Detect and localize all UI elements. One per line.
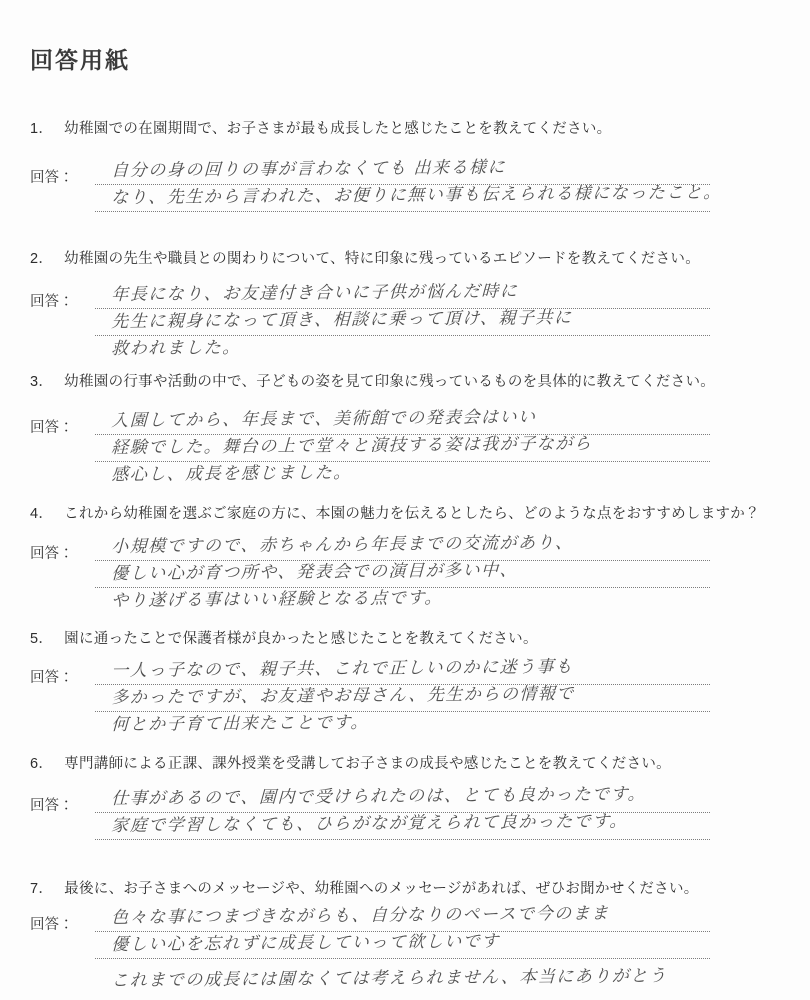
answer-4-lines [95, 534, 710, 614]
question-3 [30, 373, 792, 391]
answer-line: 何とか子育て出来たことです。 [111, 712, 370, 734]
answer-3-lines [95, 408, 710, 488]
question-7-text: 最後に、お子さまへのメッセージや、幼稚園へのメッセージがあれば、ぜひお聞かせください。 [64, 881, 699, 897]
page-title: 回答用紙 [30, 47, 130, 73]
question-3-text: 幼稚園の行事や活動の中で、子どもの姿を見て印象に残っているものを具体的に教えてください。 [64, 374, 716, 390]
answer-1 [30, 158, 792, 212]
answer-line: 仕事があるので、園内で受けられたのは、とても良かったです。 [95, 786, 710, 813]
question-6-text: 専門講師による正課、課外授業を受講してお子さまの成長や感じたことを教えてください。 [64, 756, 671, 772]
answer-5-label: 回答： [30, 670, 74, 686]
answer-line: なり、先生から言われた、お便りに無い事も伝えられる様になったこと。 [95, 185, 710, 212]
answer-7-label: 回答： [30, 917, 74, 933]
answer-7 [30, 905, 792, 994]
answer-line: 入園してから、年長まで、美術館での発表会はいい [95, 408, 710, 435]
answer-3-label: 回答： [30, 420, 74, 436]
answer-line: 自分の身の回りの事が言わなくても 出来る様に [95, 158, 710, 185]
answer-line: 小規模ですので、赤ちゃんから年長までの交流があり、 [95, 534, 710, 561]
question-4-number: 4． [30, 506, 54, 522]
answer-4 [30, 534, 792, 614]
question-2 [30, 250, 792, 268]
answer-line: 先生に親身になって頂き、相談に乗って頂け、親子共に [95, 309, 710, 336]
question-1-number: 1． [30, 121, 54, 137]
answer-5 [30, 658, 792, 738]
question-4-text: これから幼稚園を選ぶご家庭の方に、本園の魅力を伝えるとしたら、どのような点をおすすめしますか？ [64, 506, 760, 522]
question-1-text: 幼稚園での在園期間で、お子さまが最も成長したと感じたことを教えてください。 [64, 121, 612, 137]
question-7-number: 7． [30, 881, 54, 897]
question-1 [30, 120, 792, 138]
question-5-text: 園に通ったことで保護者様が良かったと感じたことを教えてください。 [64, 631, 538, 647]
question-2-number: 2． [30, 251, 54, 267]
question-7 [30, 880, 792, 898]
answer-line: 感心し、成長を感じました。 [111, 462, 353, 484]
answer-2-lines [95, 282, 710, 362]
answer-6 [30, 786, 792, 840]
answer-6-label: 回答： [30, 798, 74, 814]
answer-4-label: 回答： [30, 546, 74, 562]
question-3-number: 3． [30, 374, 54, 390]
answer-3 [30, 408, 792, 488]
answer-line: 年長になり、お友達付き合いに子供が悩んだ時に [95, 282, 710, 309]
answer-line: 優しい心を忘れずに成長していって欲しいです [95, 932, 710, 959]
answer-6-lines [95, 786, 710, 840]
answer-line: これまでの成長には園なくては考えられません、本当にありがとう [111, 966, 668, 990]
answer-2-label: 回答： [30, 294, 74, 310]
answer-line: 経験でした。舞台の上で堂々と演技する姿は我が子ながら [95, 435, 710, 462]
question-2-text: 幼稚園の先生や職員との関わりについて、特に印象に残っているエピソードを教えてください。 [64, 251, 700, 267]
question-4 [30, 505, 792, 523]
answer-1-label: 回答： [30, 170, 74, 186]
answer-1-lines [95, 157, 723, 212]
question-6 [30, 755, 792, 773]
question-5 [30, 630, 792, 648]
answer-line: 色々な事につまづきながらも、自分なりのペースで今のまま [95, 905, 710, 932]
answer-line: 家庭で学習しなくても、ひらがなが覚えられて良かったです。 [95, 813, 710, 840]
answer-line: やり遂げる事はいい経験となる点です。 [111, 588, 444, 610]
answer-line: 一人っ子なので、親子共、これで正しいのかに迷う事も [95, 658, 710, 685]
answer-line: 優しい心が育つ所や、発表会での演目が多い中、 [95, 561, 710, 588]
answer-7-lines [95, 905, 710, 994]
answer-2 [30, 282, 792, 362]
answer-line: 多かったですが、お友達やお母さん、先生からの情報で [95, 685, 710, 712]
question-5-number: 5． [30, 631, 54, 647]
question-6-number: 6． [30, 756, 54, 772]
answer-5-lines [95, 658, 710, 738]
answer-line: 救われました。 [111, 337, 242, 358]
